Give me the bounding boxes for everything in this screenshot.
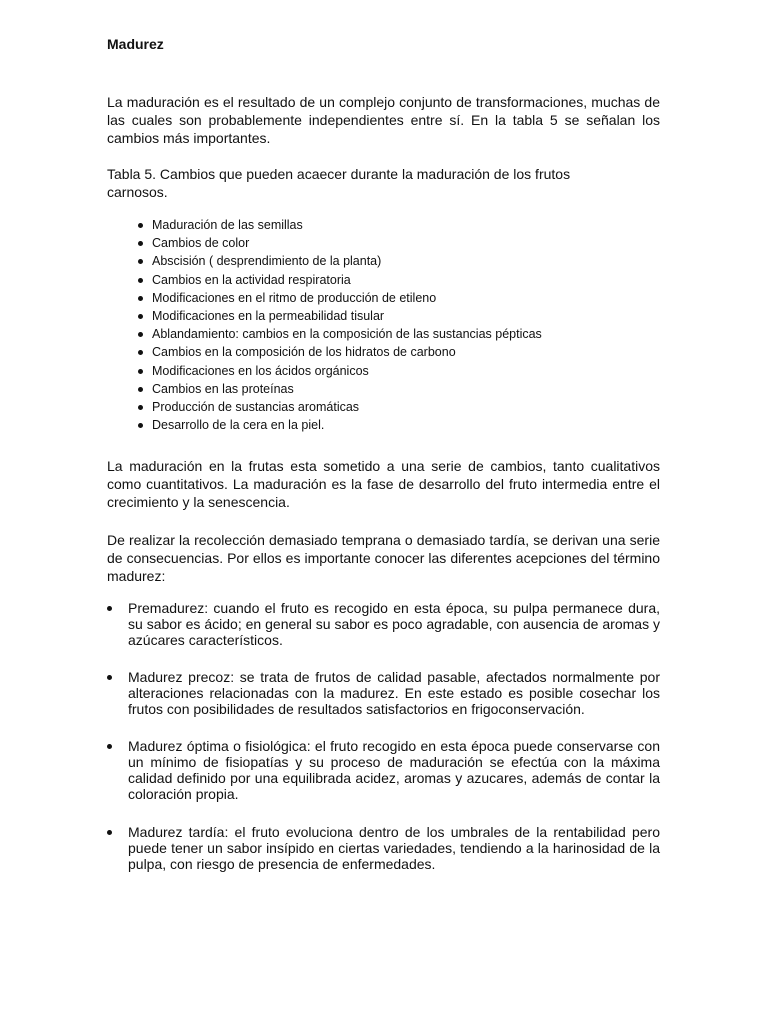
list-item: Desarrollo de la cera en la piel. (136, 416, 542, 434)
list-item: Abscisión ( desprendimiento de la planta) (136, 252, 542, 270)
table-caption: Tabla 5. Cambios que pueden acaecer durante la maduración de los frutos carnosos. (107, 166, 571, 200)
list-item: Cambios en la actividad respiratoria (136, 271, 542, 289)
ripening-paragraph: La maduración en la frutas esta sometido a una serie de cambios, tanto cualitativos como cuantitativos. La maduración es la fase de desarrollo del fruto intermedia entre el crecimiento y la senescencia. (107, 458, 660, 510)
list-item: Ablandamiento: cambios en la composición de las sustancias pépticas (136, 325, 542, 343)
list-item: Cambios en la composición de los hidratos de carbono (136, 343, 542, 361)
maturity-definitions-list (107, 600, 660, 892)
definition-item-madurez-optima: Madurez óptima o fisiológica: el fruto recogido en esta época puede conservarse con un mínimo de fisiopatías y su proceso de maduración se efectúa con la máxima calidad definido por una equilibrada acidez, aromas y azucares, además de contar la coloración propia. (107, 738, 660, 802)
list-item: Producción de sustancias aromáticas (136, 398, 542, 416)
document-title: Madurez (107, 36, 164, 52)
list-item: Cambios de color (136, 234, 542, 252)
list-item: Modificaciones en la permeabilidad tisular (136, 307, 542, 325)
definition-item-premadurez: Premadurez: cuando el fruto es recogido en esta época, su pulpa permanece dura, su sabor es ácido; en general su sabor es poco agradable, con ausencia de aromas y azúcares característicos. (107, 600, 660, 648)
list-item: Maduración de las semillas (136, 216, 542, 234)
list-item: Modificaciones en el ritmo de producción de etileno (136, 289, 542, 307)
definition-item-madurez-tardia: Madurez tardía: el fruto evoluciona dentro de los umbrales de la rentabilidad pero puede tener un sabor insípido en ciertas variedades, tendiendo a la harinosidad de la pulpa, con riesgo de presencia de enfermedades. (107, 824, 660, 872)
list-item: Modificaciones en los ácidos orgánicos (136, 362, 542, 380)
list-item: Cambios en las proteínas (136, 380, 542, 398)
intro-paragraph: La maduración es el resultado de un complejo conjunto de transformaciones, muchas de las cuales son probablemente independientes entre sí. En la tabla 5 se señalan los cambios más importantes. (107, 94, 660, 146)
ripening-changes-list (136, 216, 542, 434)
definition-item-madurez-precoz: Madurez precoz: se trata de frutos de calidad pasable, afectados normalmente por alteraciones relacionadas con la madurez. En este estado es posible cosechar los frutos con posibilidades de resultados satisfactorios en frigoconservación. (107, 669, 660, 717)
consequences-paragraph: De realizar la recolección demasiado temprana o demasiado tardía, se derivan una serie de consecuencias. Por ellos es importante conocer las diferentes acepciones del término madurez: (107, 532, 660, 584)
